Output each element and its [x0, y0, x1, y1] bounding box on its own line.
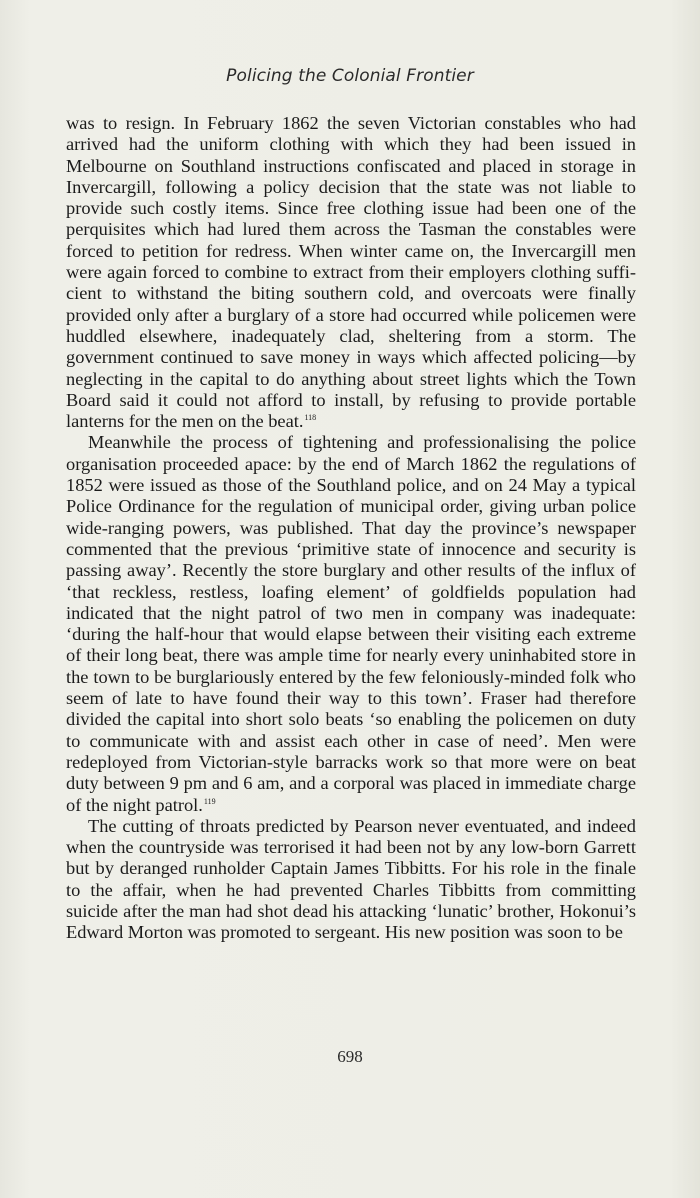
- paragraph: [66, 113, 636, 432]
- page-number: 698: [337, 1047, 363, 1066]
- paragraph-text: The cutting of throats predicted by Pearson never eventuated, and indeed when the countryside was terrorised it had been not by any low-born Garrett but by deranged runholder Captain James Tibbitts. For his role in the finale to the affair, when he had prevented Charles Tibbitts from committing suicide after the man had shot dead his attacking ‘lunatic’ brother, Hokonui’s Edward Morton was promoted to sergeant. His new position was soon to be: [66, 815, 636, 943]
- footnote-ref: 119: [203, 796, 216, 806]
- body-text: [66, 113, 636, 944]
- paragraph: [66, 816, 636, 944]
- paragraph-text: was to resign. In February 1862 the seven Victorian constables who had arrived had the uniform clothing with which they had been issued in Melbourne on Southland instructions confiscated and placed in storage in Invercargill, following a policy decision that the state was not liable to provide such costly items. Since free clothing issue had been one of the perquisites which had lured them across the Tasman the constables were forced to petition for redress. When winter came on, the Invercargill men were again forced to combine to extract from their employers clothing sufficient to withstand the biting southern cold, and overcoats were finally provided only after a burglary of a store had occurred while policemen were huddled elsewhere, inadequately clad, sheltering from a storm. The government continued to save money in ways which affected policing—by neglecting in the capital to do anything about street lights which the Town Board said it could not afford to install, by refusing to provide portable lanterns for the men on the beat.: [66, 113, 636, 432]
- footnote-ref: 118: [304, 413, 317, 423]
- paragraph-text: Meanwhile the process of tightening and professionalising the police organisation proceeded apace: by the end of March 1862 the regulations of 1852 were issued as those of the Southland police, and on 24 May a typical Police Ordinance for the regulation of municipal order, giving urban police wide-ranging powers, was published. That day the province’s newspaper commented that the previous ‘primitive state of innocence and security is passing away’. Recently the store burglary and other results of the influx of ‘that reckless, restless, loafing element’ of goldfields population had indicated that the night patrol of two men in company was inadequate: ‘during the half-hour that would elapse between their visiting each extreme of their long beat, there was ample time for nearly every uninhabited store in the town to be burglariously entered by the few feloniously-minded folk who seem of late to have found their way to this town’. Fraser had therefore divided the capital into short solo beats ‘so enabling the policemen on duty to communicate with and assist each other in case of need’. Men were redeployed from Victorian-style barracks work so that more were on beat duty between 9 pm and 6 am, and a corporal was placed in immediate charge of the night patrol.: [66, 432, 636, 815]
- running-head: Policing the Colonial Frontier: [226, 66, 474, 86]
- paragraph: [66, 432, 636, 815]
